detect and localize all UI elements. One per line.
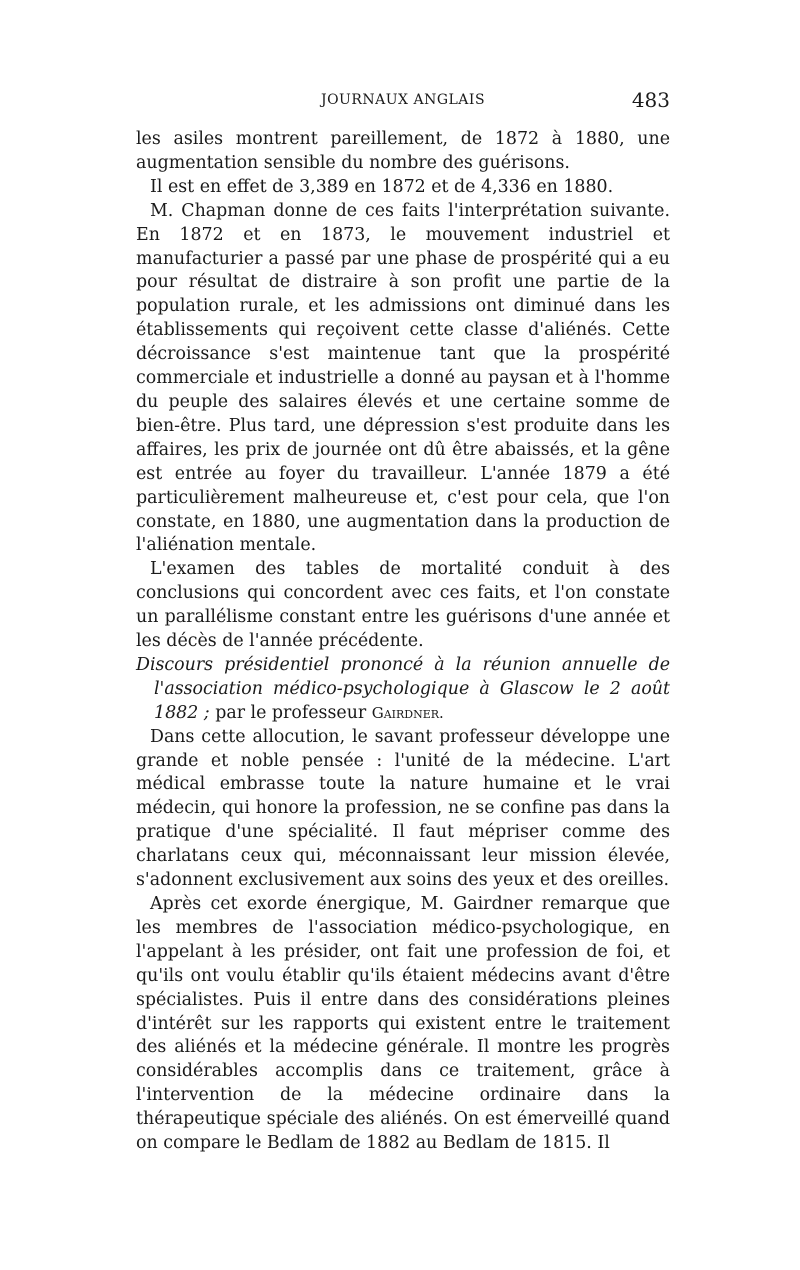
paragraph-4: L'examen des tables de mortalité conduit à des conclusions qui concordent avec ces faits, et l'on constate un parallélisme constant entre les guérisons d'une année et les décès de l'année précédente. [136, 559, 670, 652]
paragraph-3: M. Chapman donne de ces faits l'interprétation suivante. En 1872 et en 1873, le mouvement industriel et manufacturier a passé par une phase de prospérité qui a eu pour résultat de distraire à son profit une partie de la population rurale, et les admissions ont diminué dans les établissements qui reçoivent cette classe d'aliénés. Cette décroissance s'est maintenue tant que la prospérité commerciale et industrielle a donné au paysan et à l'homme du peuple des salaires élevés et une certaine somme de bien-être. Plus tard, une dépression s'est produite dans les affaires, les prix de journée ont dû être abaissés, et la gêne est entrée au foyer du travailleur. L'année 1879 a été particulièrement malheureuse et, c'est pour cela, que l'on constate, en 1880, une augmentation dans la production de l'aliénation mentale. [136, 200, 670, 556]
section-author-name: Gairdner. [371, 703, 444, 722]
page-header [136, 88, 670, 116]
paragraph-2: Il est en effet de 3,389 en 1872 et de 4,336 en 1880. [150, 176, 614, 197]
paragraph-1: les asiles montrent pareillement, de 1872 à 1880, une augmentation sensible du nombre des guérisons. [136, 129, 670, 173]
section-title [136, 654, 670, 726]
page-number: 483 [631, 88, 670, 112]
section-author-prefix: par le professeur [215, 702, 367, 723]
paragraph-5: Dans cette allocution, le savant professeur développe une grande et noble pensée : l'unité de la médecine. L'art médical embrasse toute la nature humaine et le vrai médecin, qui honore la profession, ne se confine pas dans la pratique d'une spécialité. Il faut mépriser comme des charlatans ceux qui, méconnaissant leur mission élevée, s'adonnent exclusivement aux soins des yeux et des oreilles. [136, 726, 670, 891]
body-text [136, 128, 670, 1156]
section-title-text: Discours présidentiel prononcé à la réunion annuelle de l'association médico-psychologique à Glascow le 2 août 1882 ; [136, 654, 670, 723]
paragraph-6: Après cet exorde énergique, M. Gairdner remarque que les membres de l'association médico-psychologique, en l'appelant à les présider, ont fait une profession de foi, et qu'ils ont voulu établir qu'ils étaient médecins avant d'être spécialistes. Puis il entre dans des considérations pleines d'intérêt sur les rapports qui existent entre le traitement des aliénés et la médecine générale. Il montre les progrès considérables accomplis dans ce traitement, grâce à l'intervention de la médecine ordinaire dans la thérapeutique spéciale des aliénés. On est émerveillé quand on compare le Bedlam de 1882 au Bedlam de 1815. Il [136, 894, 670, 1154]
running-title: JOURNAUX ANGLAIS [320, 92, 486, 108]
